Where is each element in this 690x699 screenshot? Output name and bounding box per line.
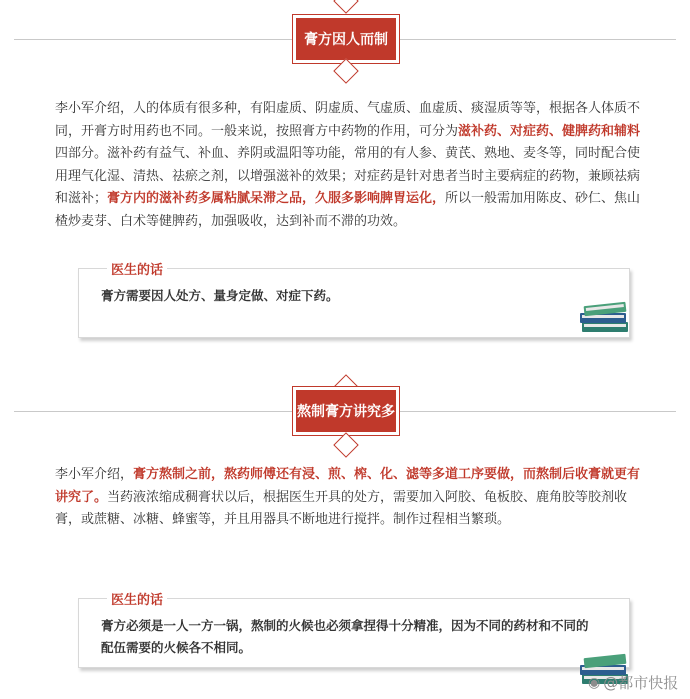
- section-header-1: [0, 0, 690, 78]
- section-2-paragraph: [55, 464, 645, 532]
- body-text: 四部分。滋补药有益气、补血、养阴或温阳等功能，常用的有人参、黄芪、熟地、麦冬等，同时配合使用理气化湿、清热、祛瘀之剂，以增强滋补的效果；对症药是针对患者当时主要病症的药物，兼顾祛病和滋补；: [55, 146, 641, 206]
- section-title: 熬制膏方讲究多: [296, 390, 396, 432]
- diamond-ornament-icon: [333, 0, 358, 14]
- section-1-paragraph: [55, 98, 645, 233]
- weibo-icon: ◉: [588, 674, 601, 691]
- body-text: 所以一般需加用陈皮、砂仁、焦山楂炒麦芽、白术等健脾药，加强吸收，达到补而不滞的功效。: [55, 191, 641, 229]
- section-title-box: [292, 386, 400, 436]
- quote-text: 膏方需要因人处方、量身定做、对症下药。: [101, 288, 339, 303]
- section-title-box: [292, 14, 400, 64]
- body-text: 李小军介绍，: [55, 467, 134, 482]
- body-text: 当药液浓缩成稠膏状以后，根据医生开具的处方，需要加入阿胶、龟板胶、鹿角胶等胶剂收膏，或蔗糖、冰糖、蜂蜜等，并且用器具不断地进行搅拌。制作过程相当繁琐。: [55, 489, 628, 527]
- highlighted-text: 滋补药、对症药、健脾药和辅料: [458, 123, 641, 139]
- header-divider: [14, 411, 292, 412]
- header-divider: [398, 39, 676, 40]
- doctor-quote-box-2: [78, 593, 630, 668]
- header-divider: [14, 39, 292, 40]
- quote-label: 医生的话: [107, 589, 167, 608]
- quote-label: 医生的话: [107, 259, 167, 278]
- book-stack-icon: [578, 298, 632, 336]
- section-title: 膏方因人而制: [296, 18, 396, 60]
- highlighted-text: 膏方内的滋补药多属粘腻呆滞之品，久服多影响脾胃运化，: [107, 191, 446, 206]
- weibo-watermark: [588, 672, 678, 693]
- doctor-quote-box-1: [78, 263, 630, 338]
- quote-text: 膏方必须是一人一方一锅，熬制的火候也必须拿捏得十分精准，因为不同的药材和不同的配伍需要的火候各不相同。: [101, 618, 589, 655]
- highlighted-text: 膏方熬制之前，熬药师傅还有浸、煎、榨、化、滤等多道工序要做，而熬制后收膏就更有讲究了。: [55, 467, 641, 505]
- body-text: 李小军介绍，人的体质有很多种，有阳虚质、阴虚质、气虚质、血虚质、痰湿质等等，根据各人体质不同，开膏方时用药也不同。一般来说，按照膏方中药物的作用，可分为: [55, 101, 641, 139]
- watermark-text: @都市快报: [603, 674, 679, 692]
- diamond-ornament-icon: [333, 432, 358, 457]
- header-divider: [398, 411, 676, 412]
- section-header-2: [0, 372, 690, 450]
